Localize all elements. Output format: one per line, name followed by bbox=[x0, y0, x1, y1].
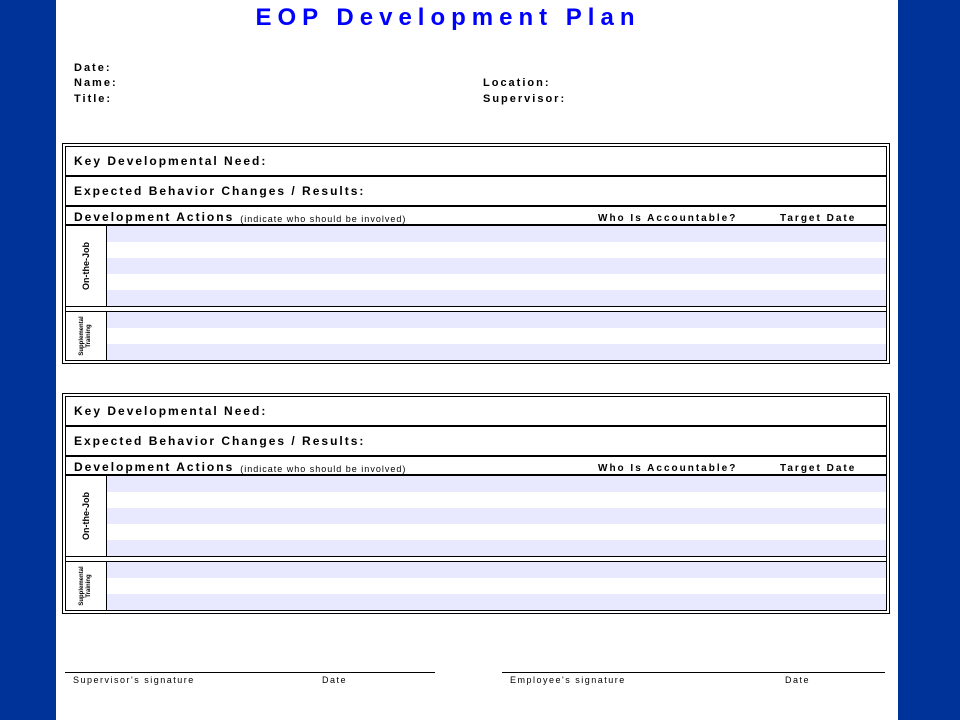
development-actions-label: Development Actions bbox=[74, 460, 235, 474]
target-date-header: Target Date bbox=[780, 213, 857, 224]
actions-note: (indicate who should be involved) bbox=[240, 464, 407, 474]
supplemental-training-section bbox=[66, 312, 886, 360]
on-the-job-label: On-the-Job bbox=[81, 492, 91, 540]
actions-note: (indicate who should be involved) bbox=[240, 214, 407, 224]
employee-signature-label: Employee's signature bbox=[510, 675, 626, 685]
on-the-job-lines[interactable] bbox=[107, 226, 886, 306]
key-need-label: Key Developmental Need: bbox=[74, 404, 268, 418]
on-the-job-section bbox=[66, 476, 886, 557]
key-need-field[interactable] bbox=[66, 147, 886, 177]
supplemental-training-label: Supplemental Training bbox=[79, 566, 92, 606]
supervisor-signature-label: Supervisor's signature bbox=[73, 675, 195, 685]
development-plan-2 bbox=[65, 396, 887, 611]
employee-date-label: Date bbox=[785, 675, 811, 685]
employee-signature-line[interactable] bbox=[502, 672, 885, 673]
supplemental-side bbox=[66, 562, 107, 610]
on-the-job-side bbox=[66, 476, 107, 556]
development-plan-1 bbox=[65, 146, 887, 361]
development-actions-header bbox=[66, 457, 886, 476]
development-actions-header bbox=[66, 207, 886, 226]
target-date-header: Target Date bbox=[780, 463, 857, 474]
supplemental-side bbox=[66, 312, 107, 360]
supplemental-training-section bbox=[66, 562, 886, 610]
on-the-job-lines[interactable] bbox=[107, 476, 886, 556]
supervisor-date-label: Date bbox=[322, 675, 348, 685]
form-page bbox=[56, 0, 898, 720]
key-need-field[interactable] bbox=[66, 397, 886, 427]
page-title: EOP Development Plan bbox=[255, 4, 641, 31]
accountable-header: Who Is Accountable? bbox=[598, 463, 738, 474]
on-the-job-label: On-the-Job bbox=[81, 242, 91, 290]
on-the-job-section bbox=[66, 226, 886, 307]
expected-behavior-field[interactable] bbox=[66, 427, 886, 457]
expected-behavior-field[interactable] bbox=[66, 177, 886, 207]
on-the-job-side bbox=[66, 226, 107, 306]
development-actions-label: Development Actions bbox=[74, 210, 235, 224]
accountable-header: Who Is Accountable? bbox=[598, 213, 738, 224]
location-label: Location: bbox=[483, 77, 551, 89]
supplemental-lines[interactable] bbox=[107, 562, 886, 610]
expected-behavior-label: Expected Behavior Changes / Results: bbox=[74, 434, 366, 448]
supplemental-training-label: Supplemental Training bbox=[79, 316, 92, 356]
supervisor-label: Supervisor: bbox=[483, 93, 567, 105]
expected-behavior-label: Expected Behavior Changes / Results: bbox=[74, 184, 366, 198]
supplemental-lines[interactable] bbox=[107, 312, 886, 360]
name-label: Name: bbox=[74, 77, 118, 89]
title-label: Title: bbox=[74, 93, 113, 105]
key-need-label: Key Developmental Need: bbox=[74, 154, 268, 168]
date-label: Date: bbox=[74, 62, 112, 74]
supervisor-signature-line[interactable] bbox=[65, 672, 435, 673]
